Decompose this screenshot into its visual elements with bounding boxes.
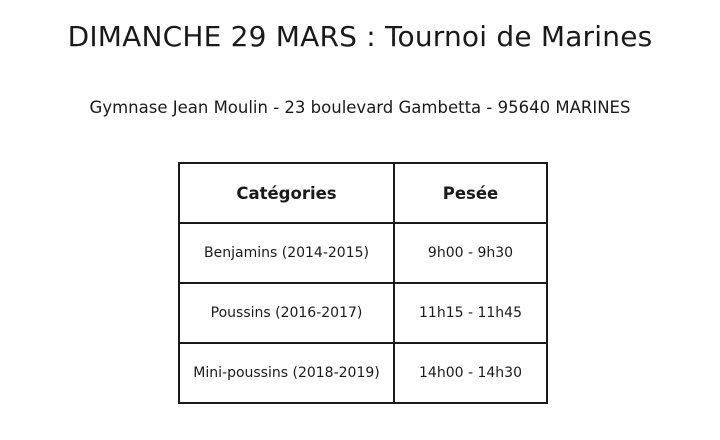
weigh-in-cell: 11h15 - 11h45 <box>394 283 547 343</box>
table-row <box>179 223 547 283</box>
column-header-categories: Catégories <box>179 163 394 223</box>
category-cell: Poussins (2016-2017) <box>179 283 394 343</box>
table-row <box>179 283 547 343</box>
page-title: DIMANCHE 29 MARS : Tournoi de Marines <box>67 20 653 53</box>
category-cell: Mini-poussins (2018-2019) <box>179 343 394 403</box>
category-cell: Benjamins (2014-2015) <box>179 223 394 283</box>
venue-address: Gymnase Jean Moulin - 23 boulevard Gambetta - 95640 MARINES <box>89 98 631 117</box>
table-row <box>179 343 547 403</box>
column-header-weigh-in: Pesée <box>394 163 547 223</box>
schedule-table <box>178 162 548 404</box>
table-header-row <box>179 163 547 223</box>
weigh-in-cell: 14h00 - 14h30 <box>394 343 547 403</box>
weigh-in-cell: 9h00 - 9h30 <box>394 223 547 283</box>
